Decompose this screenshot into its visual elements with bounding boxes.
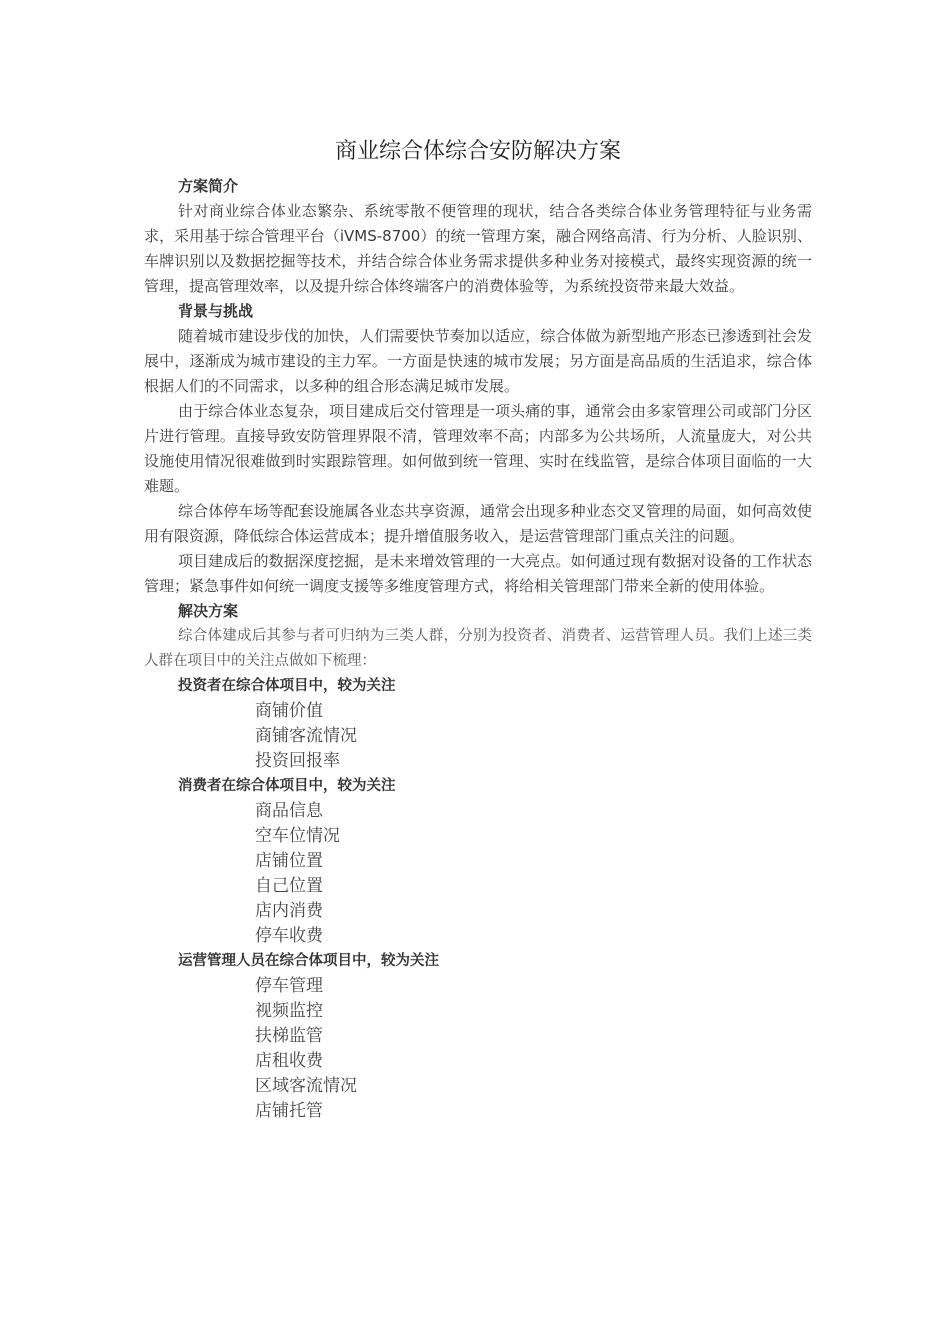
section-heading-intro: 方案简介 xyxy=(178,177,239,195)
section-heading-background: 背景与挑战 xyxy=(178,302,254,320)
list-item: 投资回报率 xyxy=(255,751,340,771)
group-label-operators: 运营管理人员在综合体项目中，较为关注 xyxy=(178,953,439,969)
list-item: 商铺价值 xyxy=(255,701,323,721)
list-item: 停车管理 xyxy=(255,976,323,996)
paragraph: 随着城市建设步伐的加快，人们需要快节奏加以适应，综合体做为新型地产形态已渗透到社会发展中，逐渐成为城市建设的主力军。一方面是快速的城市发展；另方面是高品质的生活追求，综合体根据人们的不同需求，以多种的组合形态满足城市发展。 xyxy=(144,327,812,395)
group-label-consumers: 消费者在综合体项目中，较为关注 xyxy=(178,778,396,794)
concern-list-consumers xyxy=(144,799,812,949)
document-body xyxy=(144,132,812,1124)
list-item: 商铺客流情况 xyxy=(255,726,357,746)
list-item: 店租收费 xyxy=(255,1051,323,1071)
group-label-investors: 投资者在综合体项目中，较为关注 xyxy=(178,678,396,694)
list-item: 商品信息 xyxy=(255,801,323,821)
concern-list-investors xyxy=(144,699,812,774)
list-item: 店铺托管 xyxy=(255,1101,323,1121)
concern-list-operators xyxy=(144,974,812,1124)
paragraph: 由于综合体业态复杂，项目建成后交付管理是一项头痛的事，通常会由多家管理公司或部门分区片进行管理。直接导致安防管理界限不清，管理效率不高；内部多为公共场所，人流量庞大，对公共设施使用情况很难做到时实跟踪管理。如何做到统一管理、实时在线监管，是综合体项目面临的一大难题。 xyxy=(144,402,812,495)
list-item: 店铺位置 xyxy=(255,851,323,871)
document-title: 商业综合体综合安防解决方案 xyxy=(334,139,621,164)
paragraph: 针对商业综合体业态繁杂、系统零散不便管理的现状，结合各类综合体业务管理特征与业务需求，采用基于综合管理平台（iVMS-8700）的统一管理方案，融合网络高清、行为分析、人脸识别、车牌识别以及数据挖掘等技术，并结合综合体业务需求提供多种业务对接模式，最终实现资源的统一管理，提高管理效率，以及提升综合体终端客户的消费体验等，为系统投资带来最大效益。 xyxy=(144,202,812,295)
paragraph: 项目建成后的数据深度挖掘，是未来增效管理的一大亮点。如何通过现有数据对设备的工作状态管理；紧急事件如何统一调度支援等多维度管理方式，将给相关管理部门带来全新的使用体验。 xyxy=(144,552,812,595)
list-item: 区域客流情况 xyxy=(255,1076,357,1096)
list-item: 自己位置 xyxy=(255,876,323,896)
list-item: 视频监控 xyxy=(255,1001,323,1021)
list-item: 空车位情况 xyxy=(255,826,340,846)
list-item: 停车收费 xyxy=(255,926,323,946)
section-heading-solution: 解决方案 xyxy=(178,602,239,620)
list-item: 扶梯监管 xyxy=(255,1026,323,1046)
list-item: 店内消费 xyxy=(255,901,323,921)
paragraph: 综合体停车场等配套设施属各业态共享资源，通常会出现多种业态交叉管理的局面，如何高效使用有限资源，降低综合体运营成本；提升增值服务收入，是运营管理部门重点关注的问题。 xyxy=(144,502,812,545)
paragraph: 综合体建成后其参与者可归纳为三类人群，分别为投资者、消费者、运营管理人员。我们上述三类人群在项目中的关注点做如下梳理： xyxy=(144,628,812,669)
